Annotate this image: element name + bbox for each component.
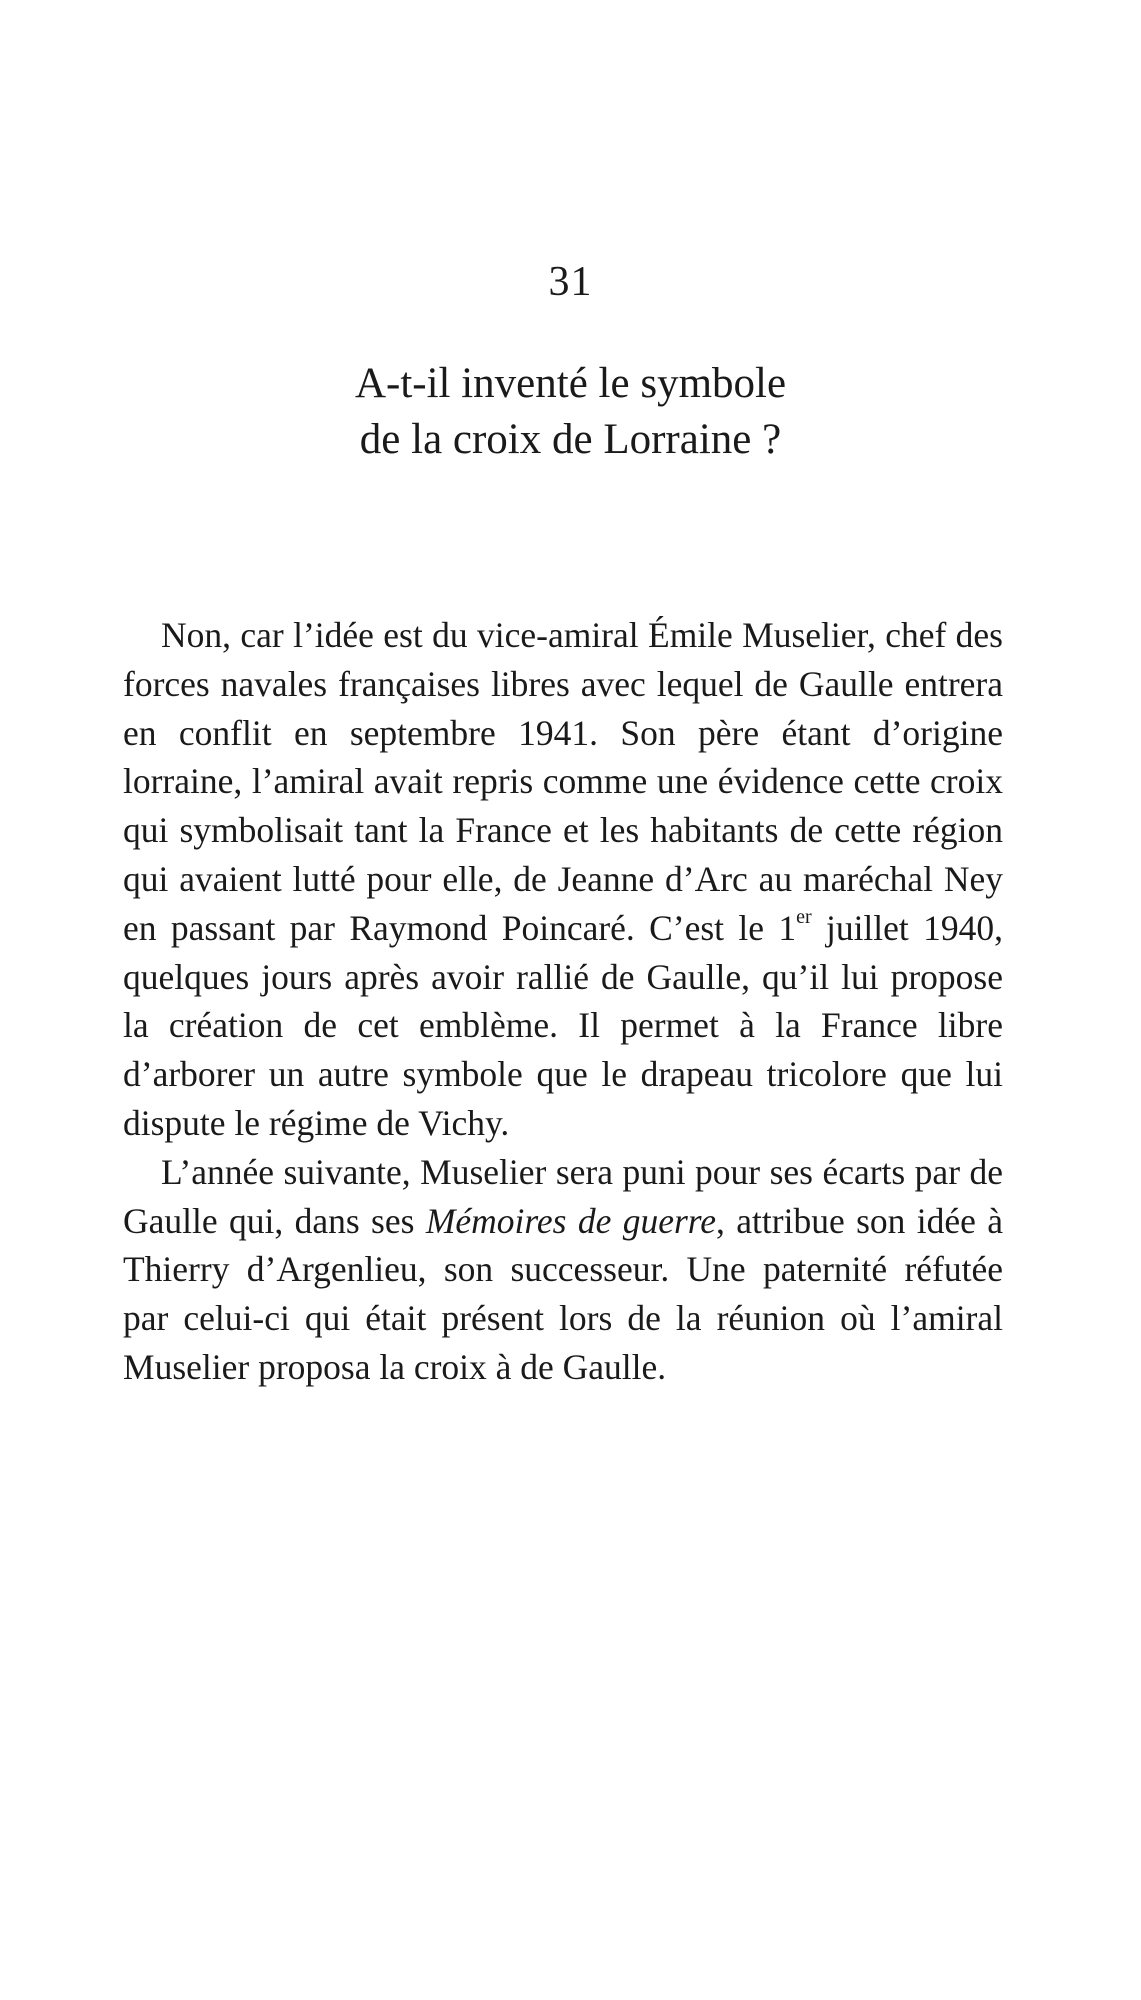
- paragraph-2-part-a: L’année suivante, Muselier sera puni pour ses écarts par de Gaulle qui, dans ses: [123, 1151, 1003, 1241]
- ordinal-superscript: er: [796, 905, 812, 928]
- paragraph-1-part-b: juillet 1940, quelques jours après avoir rallié de Gaulle, qu’il lui propose la création de cet emblème. Il permet à la France libre d’arborer un autre symbole que le drapeau tricolore que lui dispute le régime de Vichy.: [123, 907, 1003, 1143]
- chapter-title-line-2: de la croix de Lorraine ?: [359, 416, 782, 463]
- paragraph-1: [123, 611, 1003, 1148]
- paragraph-1-part-a: Non, car l’idée est du vice-amiral Émile Muselier, chef des forces navales françaises libres avec lequel de Gaulle entrera en conflit en septembre 1941. Son père étant d’origine lorraine, l’amiral avait repris comme une évidence cette croix qui symbolisait tant la France et les habitants de cette région qui avaient lutté pour elle, de Jeanne d’Arc au maréchal Ney en passant par Raymond Poincaré. C’est le 1: [123, 615, 1003, 948]
- body-text: [123, 611, 1003, 1392]
- paragraph-2: [123, 1148, 1003, 1392]
- chapter-title: [0, 356, 1141, 468]
- book-title-italic: Mémoires de guerre: [425, 1200, 717, 1241]
- chapter-title-line-1: A-t-il inventé le symbole: [354, 360, 787, 407]
- paragraph-2-part-b: , attribue son idée à Thierry d’Argenlieu, son successeur. Une paternité réfutée par celui-ci qui était présent lors de la réunion où l’amiral Muselier proposa la croix à de Gaulle.: [123, 1200, 1004, 1387]
- chapter-number: 31: [548, 259, 593, 305]
